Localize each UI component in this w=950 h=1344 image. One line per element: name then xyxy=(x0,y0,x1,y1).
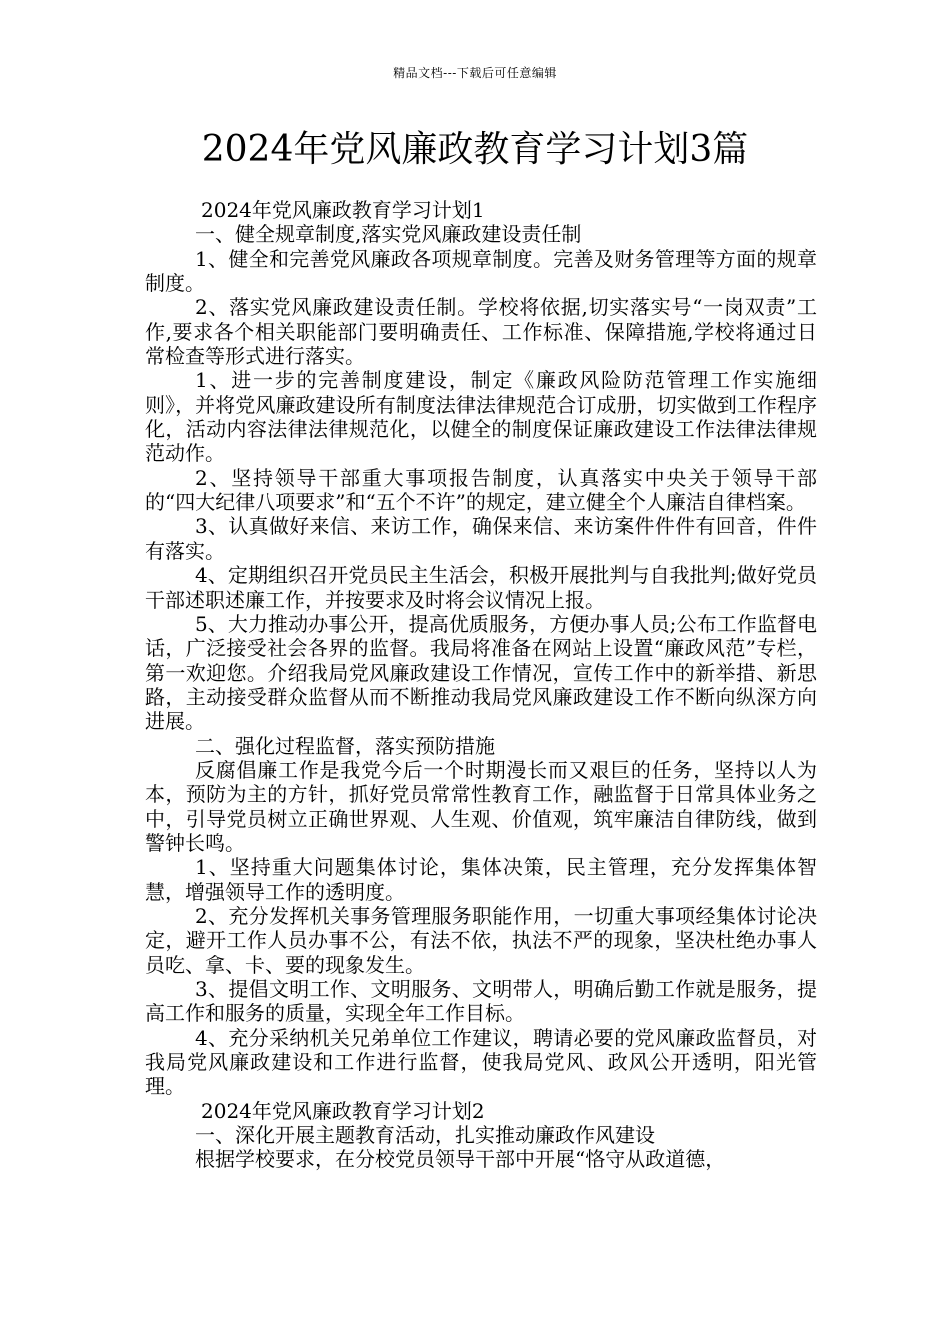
paragraph: 二、强化过程监督，落实预防措施 xyxy=(195,733,495,758)
paragraph: 3、提倡文明工作、文明服务、文明带人，明确后勤工作就是服务，提高工作和服务的质量，实现全年工作目标。 xyxy=(145,977,817,1026)
paragraph: 根据学校要求，在分校党员领导干部中开展“恪守从政道德， xyxy=(195,1147,726,1172)
document-title: 2024年党风廉政教育学习计划3篇 xyxy=(201,129,749,170)
paragraph: 2、落实党风廉政建设责任制。学校将依据,切实落实号“一岗双责”工作,要求各个相关职能部门要明确责任、工作标准、保障措施,学校将通过日常检查等形式进行落实。 xyxy=(145,295,817,369)
paragraph: 5、大力推动办事公开，提高优质服务，方便办事人员;公布工作监督电话，广泛接受社会各界的监督。我局将准备在网站上设置“廉政风范”专栏，第一欢迎您。介绍我局党风廉政建设工作情况，宣传工作中的新举措、新思路，主动接受群众监督从而不断推动我局党风廉政建设工作不断向纵深方向进展。 xyxy=(145,611,817,734)
paragraph: 3、认真做好来信、来访工作，确保来信、来访案件件件有回音，件件有落实。 xyxy=(145,514,817,563)
header-note: 精品文档---下载后可任意编辑 xyxy=(393,66,557,80)
paragraph: 反腐倡廉工作是我党今后一个时期漫长而又艰巨的任务，坚持以人为本，预防为主的方针，抓好党员常常性教育工作，融监督于日常具体业务之中，引导党员树立正确世界观、人生观、价值观，筑牢廉洁自律防线，做到警钟长鸣。 xyxy=(145,757,817,855)
paragraph: 4、充分采纳机关兄弟单位工作建议，聘请必要的党风廉政监督员，对我局党风廉政建设和工作进行监督，使我局党风、政风公开透明，阳光管理。 xyxy=(145,1025,817,1099)
paragraph: 一、深化开展主题教育活动，扎实推动廉政作风建设 xyxy=(195,1123,655,1148)
document-body xyxy=(145,198,817,1172)
section-heading: 2024年党风廉政教育学习计划1 xyxy=(201,198,485,222)
paragraph: 2、充分发挥机关事务管理服务职能作用，一切重大事项经集体讨论决定，避开工作人员办事不公，有法不依，执法不严的现象，坚决杜绝办事人员吃、拿、卡、要的现象发生。 xyxy=(145,903,817,977)
paragraph: 一、健全规章制度,落实党风廉政建设责任制 xyxy=(195,222,582,247)
paragraph: 4、定期组织召开党员民主生活会，积极开展批判与自我批判;做好党员干部述职述廉工作，并按要求及时将会议情况上报。 xyxy=(145,563,817,612)
paragraph: 1、进一步的完善制度建设，制定《廉政风险防范管理工作实施细则》，并将党风廉政建设所有制度法律法律规范合订成册，切实做到工作程序化，活动内容法律法律规范化，以健全的制度保证廉政建设工作法律法律规范动作。 xyxy=(145,368,817,466)
paragraph: 1、坚持重大问题集体讨论，集体决策，民主管理，充分发挥集体智慧，增强领导工作的透明度。 xyxy=(145,855,817,904)
paragraph: 2、坚持领导干部重大事项报告制度，认真落实中央关于领导干部的“四大纪律八项要求”和“五个不许”的规定，建立健全个人廉洁自律档案。 xyxy=(145,465,817,515)
paragraph: 1、健全和完善党风廉政各项规章制度。完善及财务管理等方面的规章制度。 xyxy=(145,246,817,296)
section-heading: 2024年党风廉政教育学习计划2 xyxy=(201,1098,485,1123)
